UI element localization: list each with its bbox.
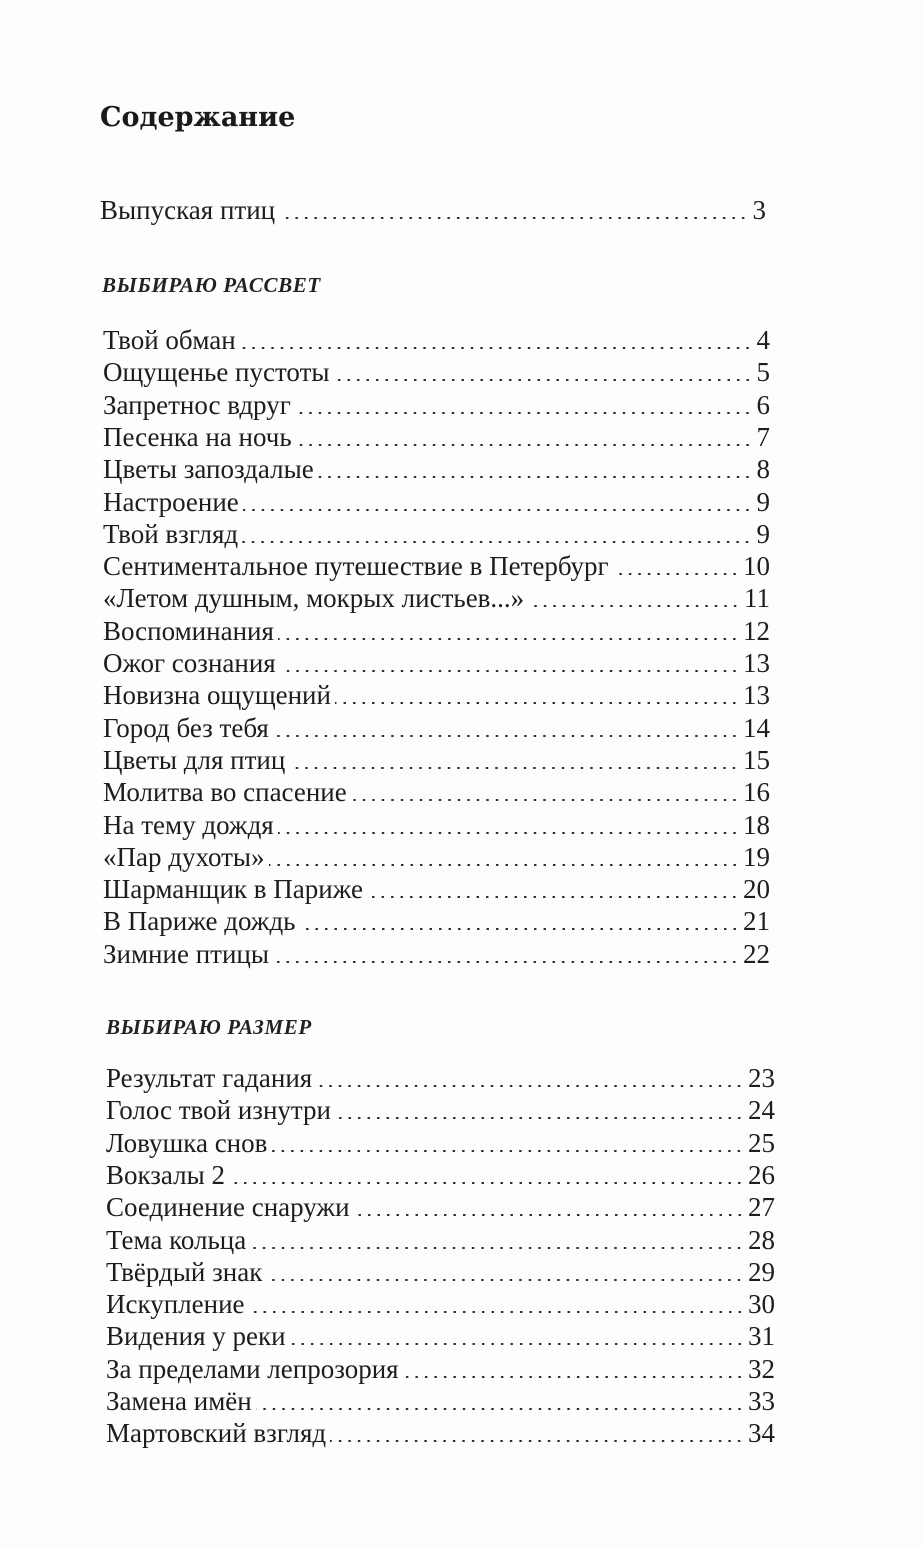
toc-entry-page: 20 (743, 874, 770, 905)
toc-entry (103, 712, 770, 744)
dot-leader (249, 1311, 744, 1313)
toc-entry-title: Песенка на ночь (103, 421, 292, 452)
dot-leader (318, 476, 752, 478)
dot-leader (256, 1408, 744, 1410)
dot-leader (330, 1440, 744, 1442)
dot-leader (273, 961, 739, 963)
toc-entry-title: «Летом душным, мокрых листьев...» (103, 583, 525, 614)
dot-leader (335, 1117, 744, 1119)
toc-entry-page: 8 (756, 454, 770, 485)
dot-leader (269, 864, 739, 866)
toc-entry-title: Зимние птицы (103, 938, 269, 969)
dot-leader (334, 379, 752, 381)
toc-entry-page: 21 (743, 906, 770, 937)
toc-entry-page: 26 (748, 1159, 775, 1190)
toc-entry-title: «Пар духоты» (103, 841, 265, 872)
toc-entry-title: Результат гадания (106, 1063, 313, 1093)
toc-entry-page: 28 (748, 1224, 775, 1255)
toc-entry-page: 24 (748, 1095, 775, 1126)
toc-entry-page: 31 (748, 1321, 775, 1352)
toc-entry-page: 11 (744, 583, 770, 614)
toc-entry-title: Город без тебя (103, 712, 269, 743)
toc-entry (106, 1191, 775, 1223)
dot-leader (335, 702, 739, 704)
toc-entry-title: Ожог сознания (103, 648, 276, 678)
toc-entry-title: Ощущенье пустоты (103, 357, 330, 388)
toc-entry-page: 12 (743, 615, 770, 646)
toc-entry (103, 453, 770, 485)
toc-entry-page: 15 (743, 744, 770, 775)
toc-entry-title: Цветы запоздалые (103, 454, 314, 485)
toc-entry-page: 34 (748, 1418, 775, 1449)
toc-entry-title: За пределами лепрозория (106, 1353, 399, 1384)
toc-entry-page: 23 (748, 1063, 775, 1093)
section-heading-size: ВЫБИРАЮ РАЗМЕР (106, 1015, 312, 1039)
toc-entry-page: 25 (748, 1127, 775, 1158)
toc-entry-title: Запретнос вдруг (103, 389, 291, 420)
toc-entry-page: 18 (743, 809, 770, 840)
section-heading-dawn: ВЫБИРАЮ РАССВЕТ (102, 273, 321, 297)
toc-entry-page: 33 (748, 1386, 775, 1416)
dot-leader (351, 799, 739, 801)
toc-entry (106, 1353, 775, 1385)
dot-leader (242, 541, 752, 543)
dot-leader (240, 347, 752, 349)
dot-leader (271, 1150, 744, 1152)
toc-entry-title: Шарманщик в Париже (103, 874, 363, 905)
toc-entry (106, 1062, 775, 1094)
toc-entry-page: 32 (748, 1353, 775, 1384)
toc-entry (106, 1094, 775, 1126)
toc-entry-page: 29 (748, 1256, 775, 1287)
toc-entry (106, 1127, 775, 1159)
toc-entry-page: 27 (748, 1192, 775, 1223)
dot-leader (289, 767, 739, 769)
toc-entry (103, 518, 770, 550)
toc-entry-title: Искупление (106, 1289, 245, 1320)
dot-leader (290, 1343, 744, 1345)
dot-leader (229, 1182, 744, 1184)
toc-entry-title: Сентиментальное путешествие в Петербург (103, 551, 609, 582)
toc-entry (106, 1417, 775, 1449)
toc-entry (106, 1256, 775, 1288)
dot-leader (280, 670, 739, 672)
toc-entry-title: Воспоминания (103, 615, 274, 646)
toc-entry-title: На тему дождя (103, 809, 274, 840)
toc-entry (106, 1320, 775, 1352)
toc-entry-page: 7 (756, 421, 770, 452)
toc-entry-title: Мартовский взгляд (106, 1418, 327, 1449)
toc-entry-title: Цветы для птиц (103, 744, 286, 775)
dot-leader (250, 1247, 744, 1249)
toc-entry-title: Новизна ощущений (103, 680, 331, 711)
dot-leader (613, 573, 739, 575)
toc-entry-title: Твёрдый знак (106, 1256, 263, 1287)
toc-entry-page: 3 (752, 195, 766, 225)
toc-entry-intro (100, 194, 766, 226)
toc-entry (103, 421, 770, 453)
toc-entry-page: 13 (743, 648, 770, 678)
dot-leader (278, 832, 739, 834)
toc-entry-page: 5 (756, 357, 770, 388)
dot-leader (367, 896, 739, 898)
dot-leader (279, 217, 748, 219)
toc-entry-page: 4 (756, 325, 770, 355)
toc-entry-page: 16 (743, 777, 770, 808)
toc-entry-title: В Париже дождь (103, 906, 296, 937)
toc-entry (103, 873, 770, 905)
dot-leader (403, 1376, 744, 1378)
dot-leader (354, 1214, 744, 1216)
toc-entry-title: Настроение (103, 486, 239, 517)
toc-entry-page: 10 (743, 551, 770, 582)
dot-leader (243, 509, 752, 511)
toc-entry-page: 19 (743, 841, 770, 872)
toc-entry-title: Тема кольца (106, 1224, 247, 1255)
toc-entry-page: 13 (743, 680, 770, 711)
toc-entry-page: 22 (743, 938, 770, 969)
toc-entry-title: Соединение снаружи (106, 1192, 350, 1223)
toc-entry-title: Твой обман (103, 325, 236, 355)
toc-entry (103, 550, 770, 582)
toc-entry-title: Видения у реки (106, 1321, 286, 1352)
toc-entry-title: Замена имён (106, 1386, 252, 1416)
page-title: Содержание (100, 102, 296, 133)
toc-entry-page: 9 (756, 486, 770, 517)
toc-entry (103, 356, 770, 388)
dot-leader (528, 605, 740, 607)
toc-entry-page: 30 (748, 1289, 775, 1320)
toc-entry (103, 938, 770, 970)
toc-entry (103, 679, 770, 711)
toc-entry-title: Вокзалы 2 (106, 1159, 226, 1190)
toc-entry (103, 324, 770, 356)
toc-entry-page: 6 (756, 389, 770, 420)
dot-leader (296, 444, 752, 446)
toc-entry-title: Твой взгляд (103, 518, 239, 549)
toc-entry (103, 744, 770, 776)
toc-entry (103, 389, 770, 421)
toc-entry (103, 905, 770, 937)
dot-leader (278, 638, 739, 640)
toc-entry (103, 647, 770, 679)
dot-leader (316, 1085, 744, 1087)
dot-leader (273, 735, 739, 737)
toc-entry (103, 486, 770, 518)
toc-entry (103, 615, 770, 647)
toc-entry-title: Ловушка снов (106, 1127, 268, 1158)
dot-leader (300, 928, 740, 930)
dot-leader (295, 412, 752, 414)
toc-entry-page: 14 (743, 712, 770, 743)
toc-entry-page: 9 (756, 518, 770, 549)
toc-entry-title: Голос твой изнутри (106, 1095, 331, 1126)
toc-entry-title: Выпуская птиц (100, 195, 276, 225)
toc-entry (106, 1385, 775, 1417)
toc-entry (106, 1288, 775, 1320)
toc-entry (103, 776, 770, 808)
toc-entry (106, 1159, 775, 1191)
toc-entry (103, 841, 770, 873)
toc-entry (106, 1224, 775, 1256)
toc-entry (103, 809, 770, 841)
toc-entry-title: Молитва во спасение (103, 777, 347, 808)
dot-leader (266, 1279, 744, 1281)
toc-entry (103, 582, 770, 614)
